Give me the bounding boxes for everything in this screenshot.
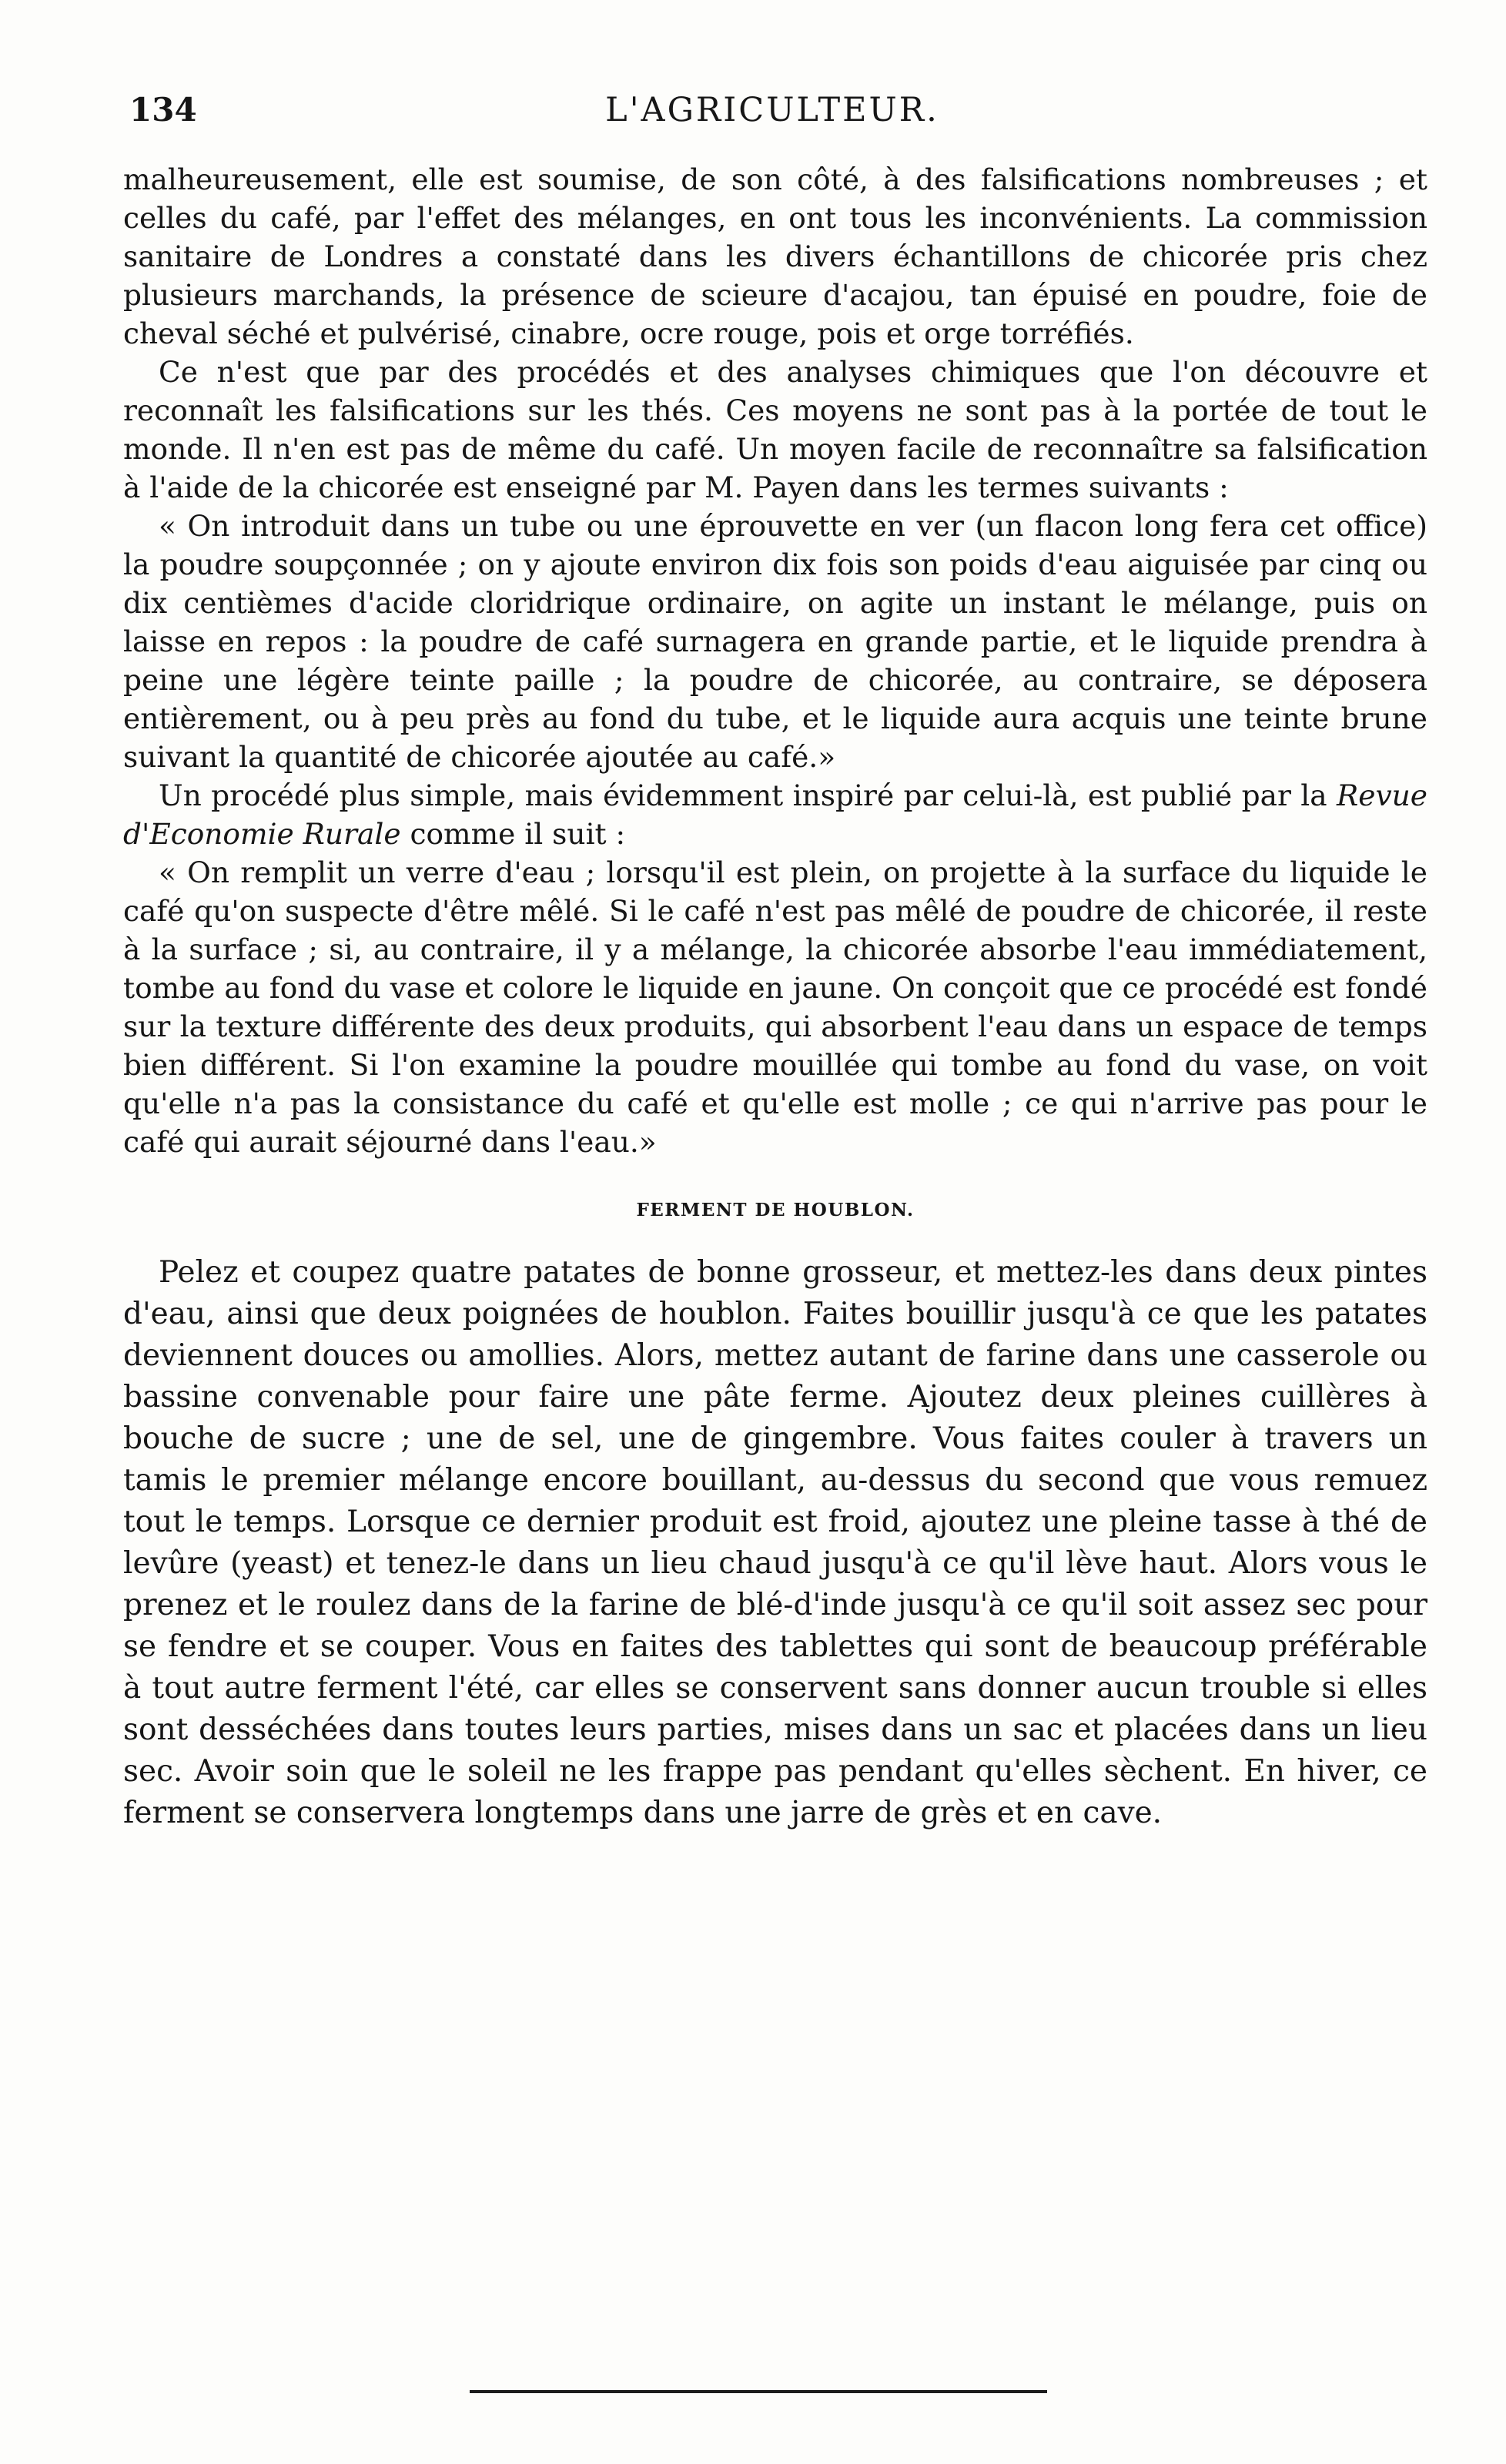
section-heading: FERMENT DE HOUBLON.	[636, 1200, 915, 1220]
paragraph-continuation: malheureusement, elle est soumise, de son côté, à des falsifications nombreuses ; et celles du café, par l'effet des mélanges, en ont tous les inconvénients. La commission sanitaire de Londres a constaté dans les divers échantillons de chicorée pris chez plusieurs marchands, la présence de scieure d'acajou, tan épuisé en poudre, foie de cheval séché et pulvérisé, cinabre, ocre rouge, pois et orge torréfiés.	[123, 162, 1427, 350]
simpler-procedure-suffix: comme il suit :	[400, 817, 626, 851]
journal-reference: Revue d'Economie Rurale	[123, 778, 1427, 851]
quote-revue: « On remplit un verre d'eau ; lorsqu'il est plein, on projette à la surface du liquide le café qu'on suspecte d'être mêlé. Si le café n'est pas mêlé de poudre de chicorée, il reste à la surface ; si, au contraire, il y a mélange, la chicorée absorbe l'eau immédiatement, tombe au fond du vase et colore le liquide en jaune. On conçoit que ce procédé est fondé sur la texture différente des deux produits, qui absorbent l'eau dans un espace de temps bien différent. Si l'on examine la poudre mouillée qui tombe au fond du vase, on voit qu'elle n'a pas la consistance du café et qu'elle est molle ; ce qui n'arrive pas pour le café qui aurait séjourné dans l'eau.»	[123, 855, 1427, 1159]
paragraph-falsification-methods: Ce n'est que par des procédés et des analyses chimiques que l'on découvre et reconnaît les falsifications sur les thés. Ces moyens ne sont pas à la portée de tout le monde. Il n'en est pas de même du café. Un moyen facile de reconnaître sa falsification à l'aide de la chicorée est enseigné par M. Payen dans les termes suivants :	[123, 355, 1427, 504]
section-text: Pelez et coupez quatre patates de bonne grosseur, et mettez-les dans deux pintes d'eau, ainsi que deux poignées de houblon. Faites bouillir jusqu'à ce que les patates deviennent douces ou amollies. Alors, mettez autant de farine dans une casserole ou bassine convenable pour faire une pâte ferme. Ajoutez deux pleines cuillères à bouche de sucre ; une de sel, une de gingembre. Vous faites couler à travers un tamis le premier mélange encore bouillant, au-dessus du second que vous remuez tout le temps. Lorsque ce dernier produit est froid, ajoutez une pleine tasse à thé de levûre (yeast) et tenez-le dans un lieu chaud jusqu'à ce qu'il lève haut. Alors vous le prenez et le roulez dans de la farine de blé-d'inde jusqu'à ce qu'il soit assez sec pour se fendre et se couper. Vous en faites des tablettes qui sont de beaucoup préférable à tout autre ferment l'été, car elles se conservent sans donner aucun trouble si elles sont desséchées dans toutes leurs parties, mises dans un sac et placées dans un lieu sec. Avoir soin que le soleil ne les frappe pas pendant qu'elles sèchent. En hiver, ce ferment se conservera longtemps dans une jarre de grès et en cave.	[123, 1255, 1427, 1830]
closing-rule	[470, 2390, 1047, 2395]
journal-title: L'AGRICULTEUR.	[605, 91, 939, 129]
quote-payen: « On introduit dans un tube ou une éprouvette en ver (un flacon long fera cet office) la poudre soupçonnée ; on y ajoute environ dix fois son poids d'eau aiguisée par cinq ou dix centièmes d'acide cloridrique ordinaire, on agite un instant le mélange, puis on laisse en repos : la poudre de café surnagera en grande partie, et le liquide prendra à peine une légère teinte paille ; la poudre de chicorée, au contraire, se déposera entièrement, ou à peu près au fond du tube, et le liquide aura acquis une teinte brune suivant la quantité de chicorée ajoutée au café.»	[123, 509, 1427, 774]
paragraph-simpler-procedure	[123, 776, 1427, 853]
rule-line	[470, 2390, 1047, 2393]
body-text	[123, 160, 1427, 1834]
page-number: 134	[129, 91, 197, 129]
simpler-procedure-text: Un procédé plus simple, mais évidemment inspiré par celui-là, est publié par la	[159, 778, 1337, 812]
running-head	[123, 91, 1421, 137]
